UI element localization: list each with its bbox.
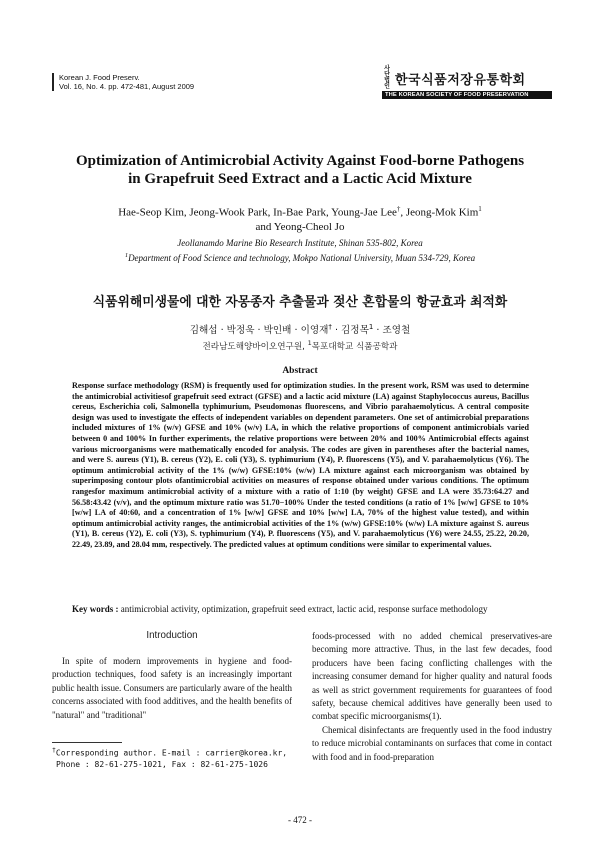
korean-affil-mark: 1 [368,322,374,331]
society-logo-mark: 사단 법인 [384,65,390,90]
keywords-list: antimicrobial activity, optimization, grapefruit seed extract, lactic acid, response surface methodology [118,604,488,614]
society-name-korean: 한국식품저장유통학회 [395,72,526,88]
page-number: - 472 - [288,815,312,825]
korean-affiliations [40,339,560,352]
journal-volume: Vol. 16, No. 4. pp. 472-481, August 2009 [59,82,195,91]
affiliations [40,238,560,264]
authors-part-2: , Jeong-Mok Kim [400,206,479,219]
footnote-divider [52,742,122,743]
affiliation-1: Jeollanamdo Marine Bio Research Institute, Shinan 535-802, Korea [177,238,423,248]
title-line-1: Optimization of Antimicrobial Activity Against Food-borne Pathogens [75,153,525,169]
korean-title: 식품위해미생물에 대한 자몽종자 추출물과 젖산 혼합물의 항균효과 최적화 [92,295,508,310]
journal-name: Korean J. Food Preserv. [59,73,140,82]
author-list [40,202,560,234]
affiliation-2: Department of Food Science and technology, Mokpo National University, Muan 534-729, Korea [128,252,476,263]
korean-authors-c: · 조영철 [373,325,411,336]
keywords [72,604,542,615]
abstract-heading: Abstract [282,366,318,376]
society-logo [382,66,552,99]
journal-info [52,73,194,91]
footnote-phone: Phone : 82-61-275-1021, Fax : 82-61-275-1026 [56,759,268,769]
korean-authors-a: 김해섭 · 박정욱 · 박인배 · 이영재 [189,325,329,336]
korean-corresponding-mark: † [328,322,332,331]
abstract-text: Response surface methodology (RSM) is frequently used for optimization studies. In the present work, RSM was used to determine the antimicrobial activitiesof grapefruit seed extract (GFSE) and a lactic acid mixture (LA) against Staphylococcus aureus, Bacillus cereus, Escherichia coli, Salmonella typhimurium, Pseudomonas fluorescens, and Vibrio parahaemolyticus. A central composite design was used to investigate the effects of independent variables on dependent parameters. One set of antimicrobial preparations included mixtures of 1% (w/v) GFSE and 10% (w/v) LA, in which the relative proportions of component antimicrobials varied between 0 and 100% In further experiments, the relative proportions were between 20% and 100% Antimicrobial effects against various microorganisms were mathematically encoded for analysis. The codes are given in parentheses after the bacterial names, and were S. aureus (Y1), B. cereus (Y2), E. coli (Y3), S. typhimurium (Y4), P. fluorescens (Y5), and V. parahaemolyticus (Y6). The optimum antimicrobial activity of the 1% (w/w) GFSE:10% (w/w) LA mixture against each microorganism was obtained by superimposing contour plots ofantimicrobial activities on measures of response obtained under various conditions. The optimum rangesfor maximum antimicrobial activity of a mixture with a ratio of 1:10 (by weight) GFSE and LA were 35.73:64.27 and 56.58:43.42 (v/v), and the optimum mixture ratio was 51.70−100% Under the tested conditions (a ratio of 1% [w/w] GFSE to 10% [w/w] LA of 40:60, and a concentration of 1% [w/w] GFSE and 10% [w/w] LA, 70% of the highest value tested), and within optimum antimicrobial activity ranges, the antimicrobial activities of the 1% (w/w) GFSE:10% (w/w) LA mixture against S. aureus (Y1), B. cereus (Y2), E. coli (Y3), S. typhimurium (Y4), P. fluorescens (Y5), and V. parahaemolyticus (Y6) were 24.55, 25.22, 20.20, 22.49, 23.89, and 28.04 mm, respectively. The predicted values at optimum conditions were similar to experimental values. [72,381,529,549]
korean-affiliation-1: 전라남도해양바이오연구원, [202,341,308,352]
intro-paragraph-right-1: foods-processed with no added chemical preservatives-are becoming more attractive. Thus, in the last few decades, food producers have been facing conflicting challenges with the increasing consumer demand for higher quality and natural foods as well as strict government requirements for guarantees of food safety, because chemical additives have generally been used to combat specific microorganisms(1). [312,631,552,722]
korean-authors [40,322,560,336]
keywords-label: Key words : [72,604,119,614]
korean-authors-b: · 김정목 [331,325,369,336]
korean-affiliation-2: 목포대학교 식품공학과 [311,341,398,352]
paper-title [40,152,560,188]
intro-paragraph-right-2: Chemical disinfectants are frequently used in the food industry to reduce microbial contaminants on surfaces that come in contact with food and in food-preparation [312,724,552,762]
affil-mark: 1 [478,205,482,213]
right-column [312,630,552,764]
authors-part-3: and Yeong-Cheol Jo [255,220,345,233]
corresponding-mark: † [396,205,401,213]
society-name-english: THE KOREAN SOCIETY OF FOOD PRESERVATION [382,91,552,99]
authors-part-1: Hae-Seop Kim, Jeong-Wook Park, In-Bae Park, Young-Jae Lee [118,206,397,219]
left-column [52,630,292,722]
footnote-email: Corresponding author. E-mail : carrier@korea.kr, [55,748,288,758]
affiliation-mark: 1 [124,251,129,259]
footnote-mark: † [52,746,56,754]
korean-affiliation-mark: 1 [307,339,312,347]
section-heading-introduction: Introduction [146,630,198,641]
intro-paragraph-left: In spite of modern improvements in hygiene and food-production techniques, food safety is an increasingly important public health issue. Consumers are particularly aware of the health concerns associated with food additives, and the health benefits of "natural" and "traditional" [52,656,292,720]
title-line-2: in Grapefruit Seed Extract and a Lactic Acid Mixture [128,171,472,187]
footnote [52,745,302,770]
